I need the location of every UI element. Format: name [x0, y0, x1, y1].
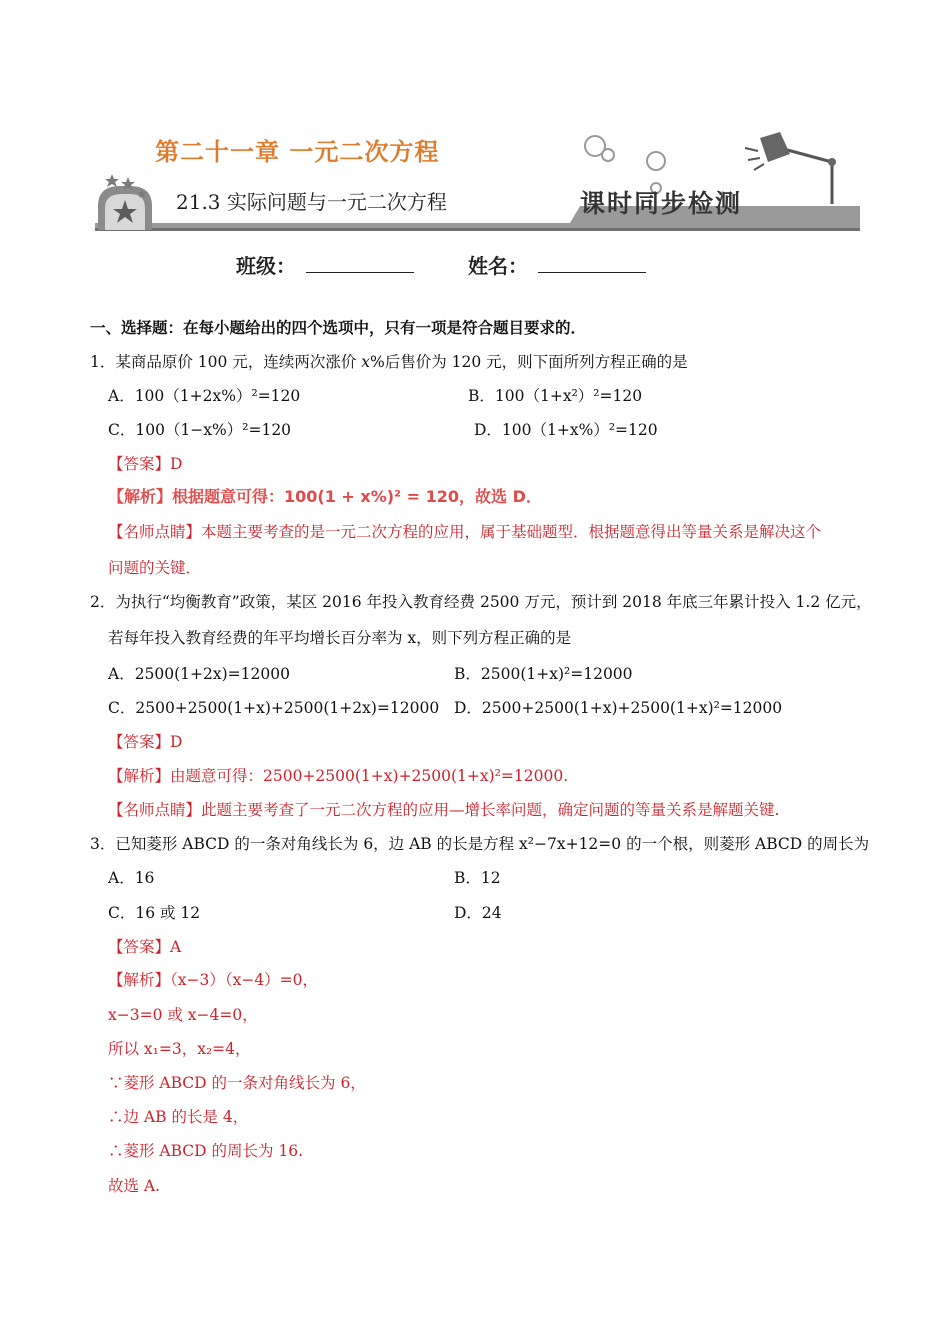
question-2-stem-line-1 — [90, 592, 872, 612]
question-1-stem: 1．某商品原价 100 元，连续两次涨价 x%后售价为 120 元，则下面所列方程正确的是 — [90, 353, 688, 371]
q3-solution-step-1: x−3=0 或 x−4=0， — [108, 1006, 258, 1024]
desk-lamp-icon — [745, 132, 836, 204]
q1-stem-part: 某商品原价 100 元，连续两次涨价 — [115, 353, 362, 371]
class-label: 班级： — [236, 254, 296, 278]
question-3-stem — [90, 834, 869, 854]
q3-option-d[interactable]: D．24 — [454, 904, 502, 922]
q1-answer: 【答案】D — [108, 455, 183, 473]
q3-solution-step-6: 故选 A. — [108, 1177, 161, 1195]
q2-option-b[interactable]: B．2500(1+x)²=12000 — [454, 665, 633, 683]
q1-option-b[interactable]: B．100（1+x²）²=120 — [468, 387, 643, 405]
question-2-stem-line-2: 若每年投入教育经费的年平均增长百分率为 x，则下列方程正确的是 — [108, 629, 572, 647]
q3-solution-step-2: 所以 x₁=3，x₂=4， — [108, 1040, 251, 1058]
q1-option-c[interactable]: C．100（1−x%）²=120 — [108, 421, 292, 439]
q3-answer: 【答案】A — [108, 938, 182, 956]
q2-analysis: 【解析】由题意可得：2500+2500(1+x)+2500(1+x)²=12000. — [108, 767, 569, 785]
class-blank[interactable] — [306, 256, 414, 273]
q1-analysis: 【解析】根据题意可得：100(1 + x%)² = 120，故选 D． — [108, 487, 542, 506]
q2-answer: 【答案】D — [108, 733, 183, 751]
sync-test-label: 课时同步检测 — [580, 189, 743, 218]
q3-solution-step-3: ∵菱形 ABCD 的一条对角线长为 6， — [108, 1074, 366, 1092]
q2-option-c[interactable]: C．2500+2500(1+x)+2500(1+2x)=12000 — [108, 699, 440, 717]
q2-option-a[interactable]: A．2500(1+2x)=12000 — [108, 665, 290, 683]
q3-stem-part: 已知菱形 ABCD 的一条对角线长为 6，边 AB 的长是方程 x²−7x+12=0 的一个根，则菱形 ABCD 的周长为 — [115, 835, 870, 853]
question-number: 3． — [90, 835, 116, 853]
question-number: 1． — [90, 353, 116, 371]
q2-option-d[interactable]: D．2500+2500(1+x)+2500(1+x)²=12000 — [454, 699, 783, 717]
q2-tip: 【名师点睛】此题主要考查了一元二次方程的应用—增长率问题，确定问题的等量关系是解题关键. — [108, 801, 780, 819]
class-field — [236, 250, 414, 279]
q3-option-b[interactable]: B．12 — [454, 869, 501, 887]
chapter-title: 第二十一章 一元二次方程 — [155, 138, 440, 166]
q3-option-a[interactable]: A．16 — [108, 869, 155, 887]
name-field — [468, 250, 646, 279]
q2-stem-part: 为执行“均衡教育”政策，某区 2016 年投入教育经费 2500 万元，预计到 2018 年底三年累计投入 1.2 亿元， — [115, 593, 872, 611]
q3-solution-step-4: ∴边 AB 的长是 4， — [108, 1108, 249, 1126]
question-number: 2． — [90, 593, 116, 611]
q3-solution-step-5: ∴菱形 ABCD 的周长为 16. — [108, 1142, 304, 1160]
q1-option-a[interactable]: A．100（1+2x%）²=120 — [108, 387, 301, 405]
section-title: 21.3 实际问题与一元二次方程 — [176, 190, 447, 214]
q1-option-d[interactable]: D．100（1+x%）²=120 — [474, 421, 658, 439]
q1-tip-line-2: 问题的关键． — [108, 559, 202, 577]
q1-tip-line-1: 【名师点睛】本题主要考查的是一元二次方程的应用，属于基础题型．根据题意得出等量关系是解决这个 — [108, 523, 822, 541]
star-emblem-icon — [98, 174, 152, 230]
name-label: 姓名： — [468, 254, 528, 278]
name-blank[interactable] — [538, 256, 646, 273]
q1-stem-part: %后售价为 120 元，则下面所列方程正确的是 — [370, 353, 688, 371]
q3-option-c[interactable]: C．16 或 12 — [108, 904, 201, 922]
section-heading: 一、选择题：在每小题给出的四个选项中，只有一项是符合题目要求的． — [90, 318, 587, 337]
q3-analysis: 【解析】（x−3）（x−4）=0， — [108, 971, 319, 989]
